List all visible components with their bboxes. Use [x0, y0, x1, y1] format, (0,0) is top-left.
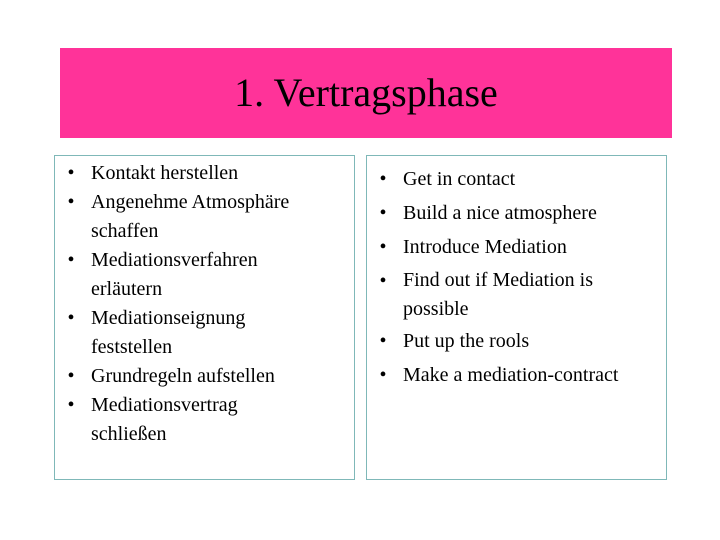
list-item — [59, 246, 321, 304]
bullet-icon: • — [379, 330, 387, 352]
english-list-box — [366, 155, 667, 480]
list-item — [59, 362, 354, 391]
list-item — [371, 162, 666, 196]
bullet-icon: • — [379, 236, 387, 258]
list-item-text: Kontakt herstellen — [91, 162, 239, 184]
list-item — [59, 188, 341, 246]
list-item-text: Find out if Mediation is possible — [403, 269, 593, 320]
list-item — [59, 159, 354, 188]
bullet-icon: • — [67, 249, 75, 271]
list-item — [371, 230, 666, 264]
list-item-text: Mediationsvertrag schließen — [91, 394, 238, 445]
list-item — [59, 391, 311, 449]
list-item-text: Put up the rools — [403, 330, 530, 352]
list-item-text: Introduce Mediation — [403, 236, 567, 258]
bullet-icon: • — [67, 191, 75, 213]
english-bullet-list — [367, 156, 666, 392]
list-item — [59, 304, 321, 362]
list-item-text: Grundregeln aufstellen — [91, 365, 275, 387]
list-item — [371, 324, 666, 358]
bullet-icon: • — [67, 365, 75, 387]
list-item-text: Angenehme Atmosphäre schaffen — [91, 191, 290, 242]
slide-title: 1. Vertragsphase — [234, 70, 498, 115]
bullet-icon: • — [379, 202, 387, 224]
bullet-icon: • — [67, 307, 75, 329]
bullet-icon: • — [379, 364, 387, 386]
list-item-text: Make a mediation-contract — [403, 364, 619, 386]
list-item — [371, 358, 666, 392]
list-item-text: Mediationsverfahren erläutern — [91, 249, 258, 300]
bullet-icon: • — [379, 168, 387, 190]
german-list-box — [54, 155, 355, 480]
german-bullet-list — [55, 156, 354, 449]
list-item-text: Get in contact — [403, 168, 516, 190]
title-banner — [60, 48, 672, 138]
bullet-icon: • — [379, 270, 387, 292]
list-item-text: Mediationseignung feststellen — [91, 307, 246, 358]
bullet-icon: • — [67, 162, 75, 184]
list-item-text: Build a nice atmosphere — [403, 202, 597, 224]
list-item — [371, 196, 666, 230]
bullet-icon: • — [67, 394, 75, 416]
list-item — [371, 264, 643, 324]
